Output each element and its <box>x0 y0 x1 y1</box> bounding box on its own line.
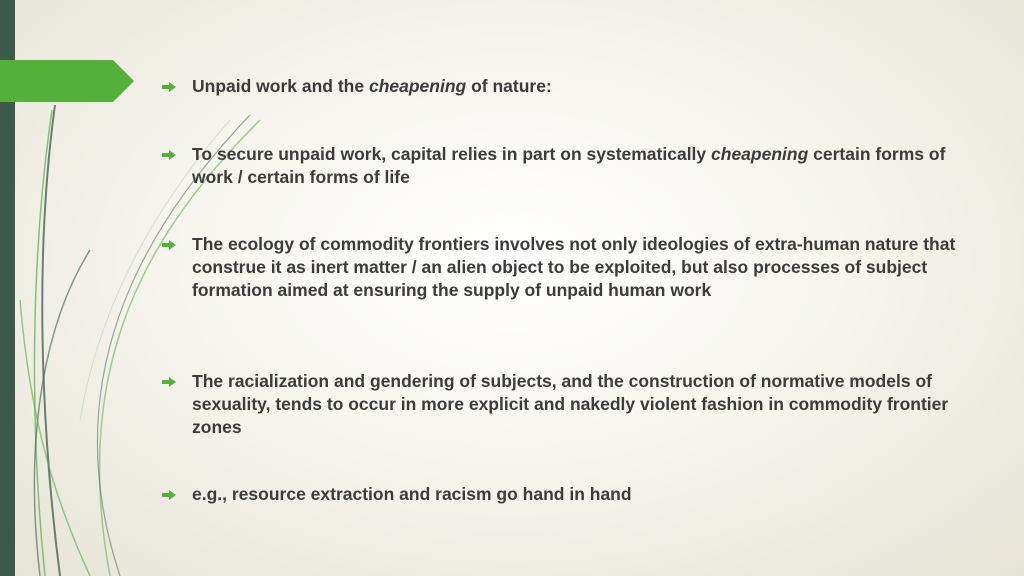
bullet-text: The ecology of commodity frontiers involves not only ideologies of extra-human nature that construe it as inert matter / an alien object to be exploited, but also processes of subject formation aimed at ensuring the supply of unpaid human work <box>192 234 956 300</box>
bullet-text: The racialization and gendering of subjects, and the construction of normative models of sexuality, tends to occur in more explicit and nakedly violent fashion in commodity frontier zones <box>192 371 949 437</box>
right-arrow-bullet-icon <box>162 143 180 166</box>
right-arrow-bullet-icon <box>162 370 180 393</box>
right-arrow-bullet-icon <box>162 75 180 98</box>
list-item <box>162 75 962 98</box>
list-item <box>162 483 962 506</box>
title-accent-arrow <box>0 60 134 102</box>
bullet-text: To secure unpaid work, capital relies in part on systematically cheapening certain forms of work / certain forms of life <box>192 144 946 187</box>
right-arrow-bullet-icon <box>162 233 180 256</box>
bullet-text: e.g., resource extraction and racism go hand in hand <box>192 484 632 504</box>
right-arrow-bullet-icon <box>162 483 180 506</box>
list-item <box>162 143 962 189</box>
bullet-text: Unpaid work and the cheapening of nature: <box>192 76 552 96</box>
list-item <box>162 233 962 302</box>
list-item <box>162 370 962 439</box>
